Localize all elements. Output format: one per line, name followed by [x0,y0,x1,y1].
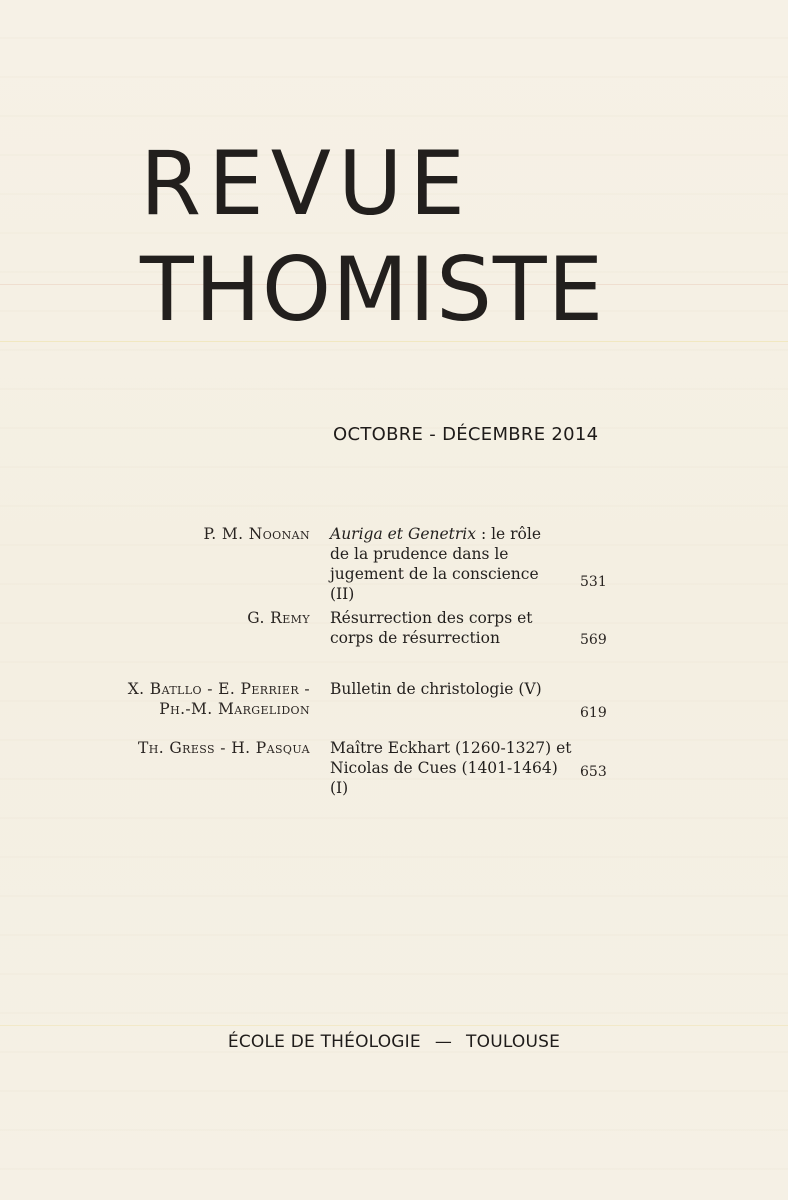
paper-streak [0,341,788,342]
toc-title-text: Bulletin de christologie (V) [330,680,542,698]
toc-title-text: Maître Eckhart (1260-1327) et Nicolas de Cues (1401-1464) (I) [330,739,572,797]
publisher-dash: — [434,1032,453,1052]
toc-page-number: 619 [580,705,607,721]
publisher-line [0,1032,788,1052]
toc-article-title [330,608,562,648]
toc-title-text: : le rôle de la prudence dans le jugement de la conscience (II) [330,525,542,603]
toc-title-italic: Auriga et Genetrix [330,525,477,543]
toc-author [128,679,310,719]
journal-title-line-1: REVUE [140,132,472,235]
toc-author-line: X. Batllo - E. Perrier - [127,680,310,698]
paper-streak [0,1025,788,1026]
toc-page-number: 531 [580,574,607,590]
toc-author-line: Ph.-M. Margelidon [159,700,310,718]
toc-author-line: P. M. Noonan [203,525,310,543]
toc-title-text: Résurrection des corps et corps de résurrection [330,609,533,647]
toc-article-title [330,679,562,699]
toc-author-line: G. Remy [247,609,310,627]
toc-page-number: 653 [580,764,607,780]
toc-page-number: 569 [580,632,607,648]
publisher-city: TOULOUSE [466,1032,561,1052]
toc-author [138,738,310,758]
publisher-school: ÉCOLE DE THÉOLOGIE [227,1032,421,1052]
toc-author [204,524,310,544]
toc-author [247,608,310,628]
journal-title-line-2: THOMISTE [140,238,605,341]
toc-article-title [330,524,562,604]
issue-date: OCTOBRE - DÉCEMBRE 2014 [333,424,599,445]
toc-article-title [330,738,580,798]
toc-author-line: Th. Gress - H. Pasqua [137,739,310,757]
